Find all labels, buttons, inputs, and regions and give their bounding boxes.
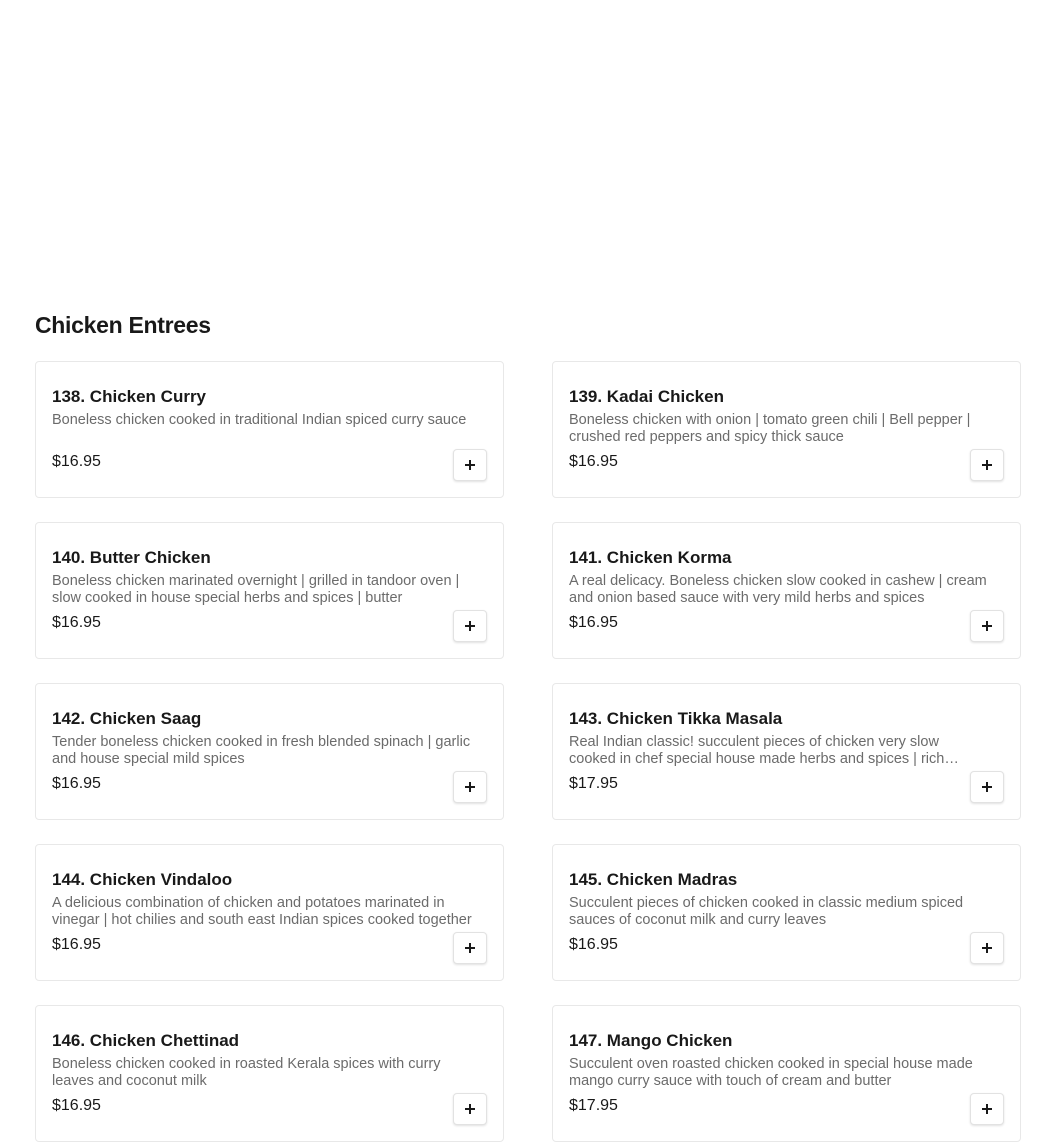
item-name: 144. Chicken Vindaloo [52,870,233,889]
plus-icon [982,1104,992,1114]
item-name: 139. Kadai Chicken [569,387,724,406]
item-name: 142. Chicken Saag [52,709,202,728]
item-name: 138. Chicken Curry [52,387,207,406]
plus-icon [465,621,475,631]
item-description: Boneless chicken with onion | tomato green chili | Bell pepper | crushed red peppers and spicy thick sauce [569,412,971,445]
menu-item-card[interactable] [552,361,1021,498]
plus-icon [982,460,992,470]
add-item-button[interactable] [970,1093,1004,1125]
item-price: $16.95 [52,936,101,953]
add-item-button[interactable] [970,932,1004,964]
section-title: Chicken Entrees [35,312,211,338]
menu-item-card[interactable] [35,361,504,498]
item-description: Boneless chicken cooked in traditional Indian spiced curry sauce [52,412,467,428]
plus-icon [982,782,992,792]
item-name: 143. Chicken Tikka Masala [569,709,783,728]
menu-item-card[interactable] [552,683,1021,820]
item-name: 140. Butter Chicken [52,548,211,567]
item-description: Succulent oven roasted chicken cooked in special house made mango curry sauce with touch of cream and butter [569,1056,973,1089]
plus-icon [982,943,992,953]
menu-item-card[interactable] [35,683,504,820]
item-price: $17.95 [569,1097,618,1114]
plus-icon [465,943,475,953]
add-item-button[interactable] [453,771,487,803]
item-name: 147. Mango Chicken [569,1031,733,1050]
item-description: Boneless chicken cooked in roasted Kerala spices with curry leaves and coconut milk [52,1056,441,1089]
add-item-button[interactable] [970,771,1004,803]
plus-icon [465,1104,475,1114]
item-description: Succulent pieces of chicken cooked in classic medium spiced sauces of coconut milk and curry leaves [569,895,964,928]
menu-item-card[interactable] [552,1005,1021,1142]
add-item-button[interactable] [453,932,487,964]
item-price: $16.95 [52,453,101,470]
add-item-button[interactable] [453,1093,487,1125]
item-description: Boneless chicken marinated overnight | grilled in tandoor oven | slow cooked in house special herbs and spices | butter [52,573,460,606]
item-price: $16.95 [52,614,101,631]
menu-item-card[interactable] [552,844,1021,981]
menu-items-grid [35,361,1021,1142]
item-price: $16.95 [569,453,618,470]
item-price: $16.95 [52,1097,101,1114]
add-item-button[interactable] [970,610,1004,642]
add-item-button[interactable] [453,610,487,642]
item-name: 146. Chicken Chettinad [52,1031,240,1050]
item-price: $16.95 [569,614,618,631]
menu-item-card[interactable] [552,522,1021,659]
item-name: 141. Chicken Korma [569,548,732,567]
plus-icon [465,782,475,792]
item-description: A delicious combination of chicken and potatoes marinated in vinegar | hot chilies and south east Indian spices cooked together [52,895,472,928]
plus-icon [982,621,992,631]
menu-item-card[interactable] [35,522,504,659]
add-item-button[interactable] [970,449,1004,481]
item-price: $17.95 [569,775,618,792]
item-description: A real delicacy. Boneless chicken slow cooked in cashew | cream and onion based sauce with very mild herbs and spices [569,573,987,606]
add-item-button[interactable] [453,449,487,481]
menu-item-card[interactable] [35,844,504,981]
item-price: $16.95 [569,936,618,953]
menu-item-card[interactable] [35,1005,504,1142]
item-description: Tender boneless chicken cooked in fresh blended spinach | garlic and house special mild spices [52,734,471,767]
plus-icon [465,460,475,470]
item-price: $16.95 [52,775,101,792]
item-description: Real Indian classic! succulent pieces of chicken very slow cooked in chef special house made herbs and spices | rich [569,734,945,767]
item-name: 145. Chicken Madras [569,870,738,889]
